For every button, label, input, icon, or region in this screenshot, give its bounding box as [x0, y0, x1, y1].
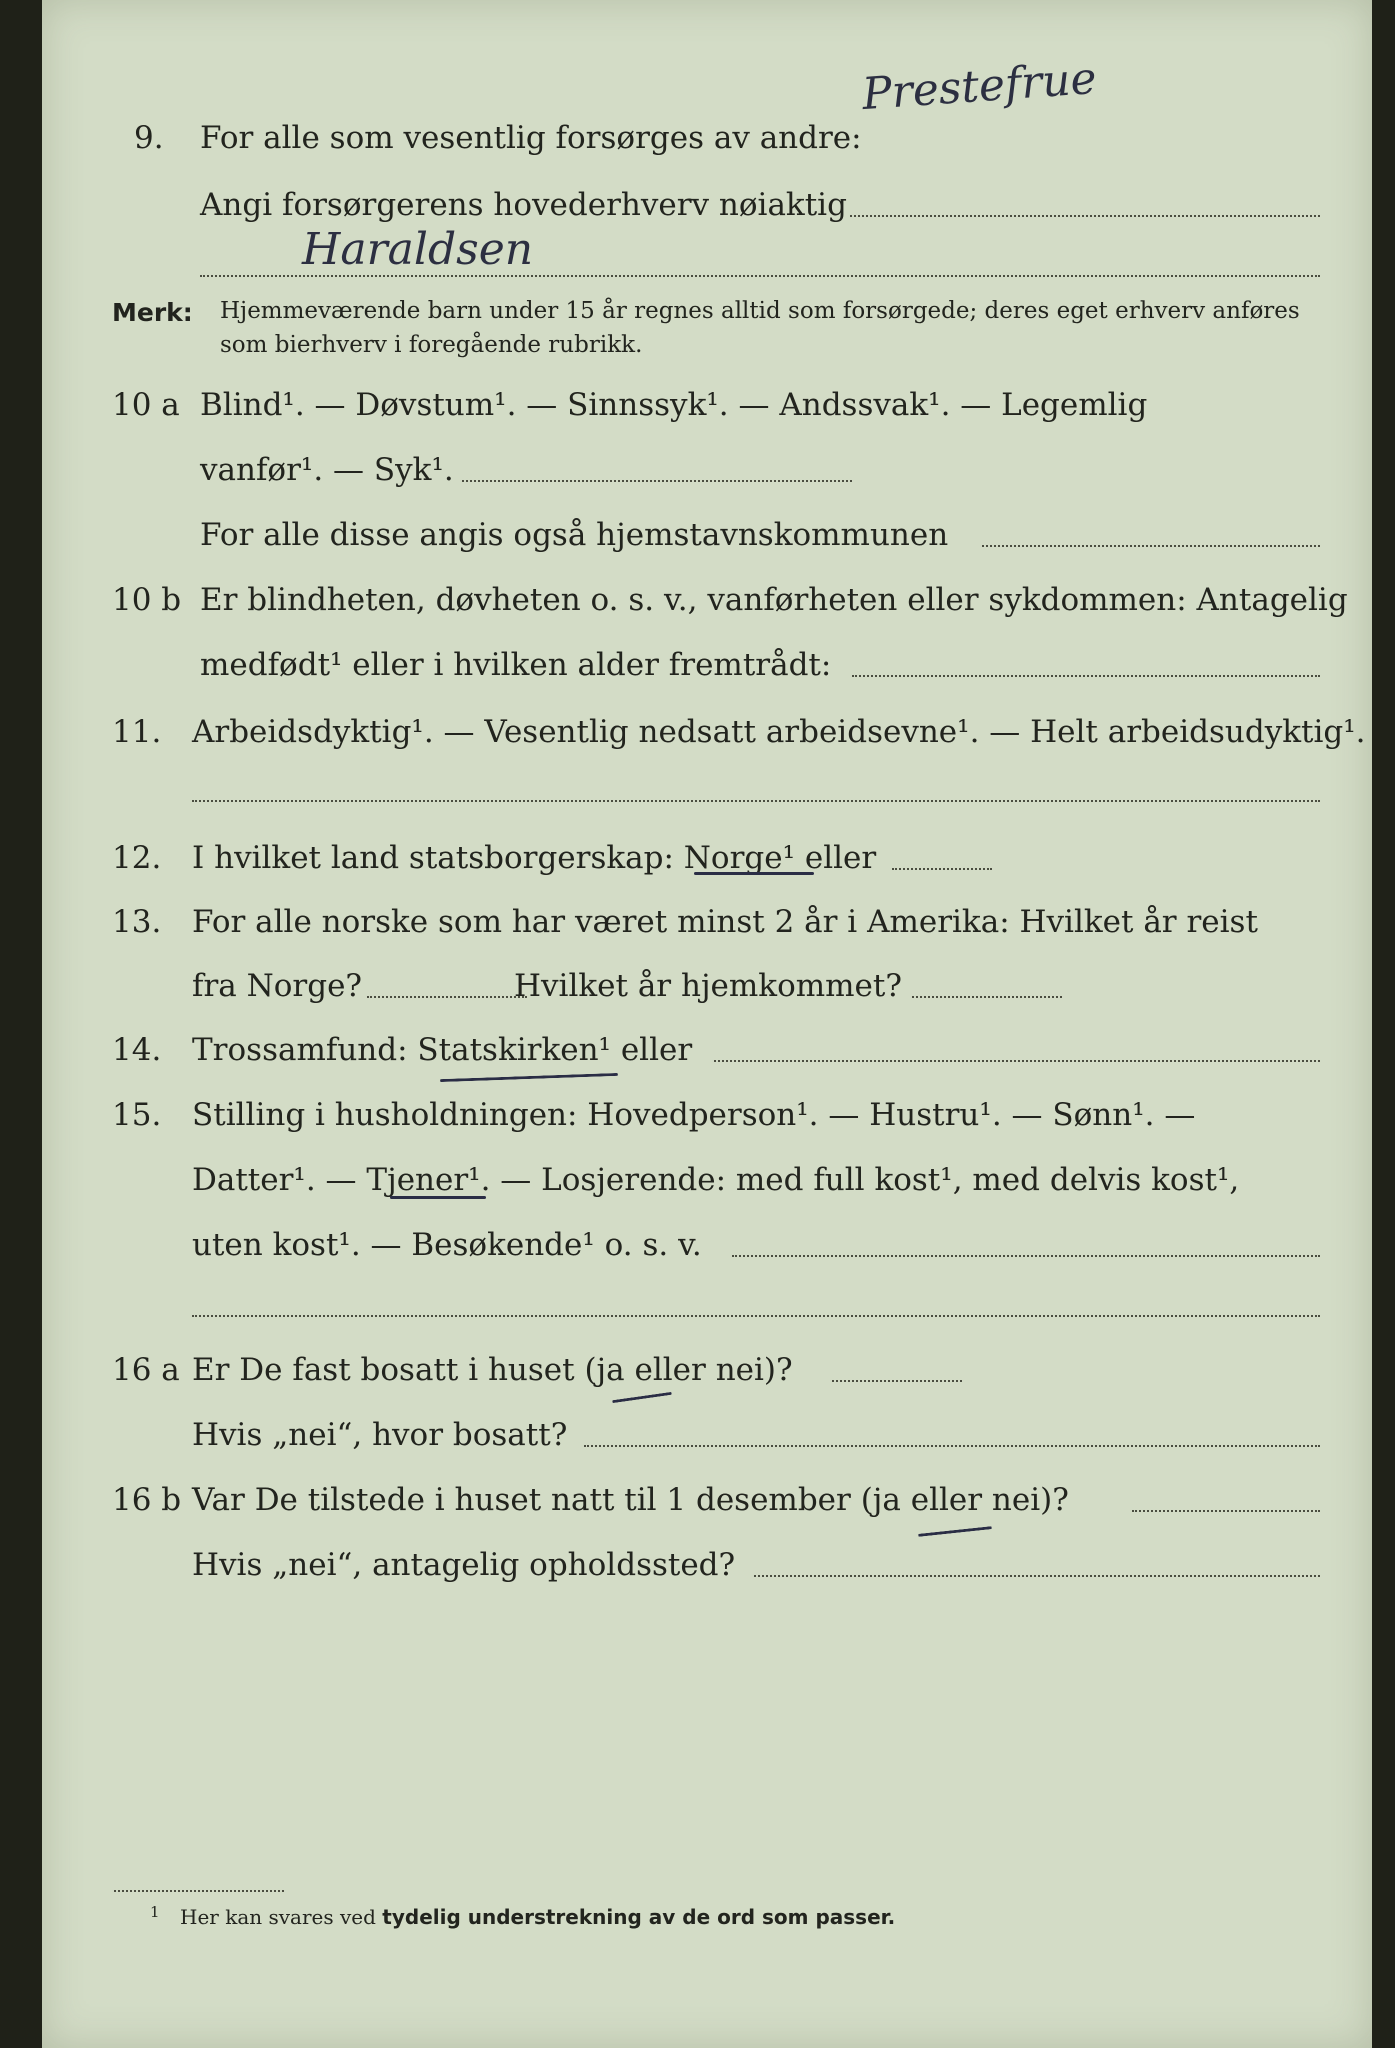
q9-answer-line-1: [850, 215, 1320, 217]
q11-number: 11.: [112, 714, 162, 750]
q15-tjener-underline: [390, 1196, 486, 1199]
q14-statskirken-underline: [440, 1073, 618, 1082]
q16b-ja-underline: [918, 1526, 992, 1537]
q13-line1: For alle norske som har været minst 2 år i Amerika: Hvilket år reist: [192, 904, 1258, 940]
q10b-line1: Er blindheten, døvheten o. s. v., vanførheten eller sykdommen: Antagelig: [200, 582, 1348, 618]
merk-label: Merk:: [112, 298, 193, 327]
q11-answer-line: [192, 800, 1320, 802]
q9-handwriting-1: Prestefrue: [860, 52, 1099, 121]
q15-answer-line-2: [192, 1315, 1320, 1317]
q15-answer-line-1: [732, 1255, 1320, 1257]
merk-text: Hjemmeværende barn under 15 år regnes alltid som forsørgede; deres eget erhverv anføres som bierhverv i foregående rubrikk.: [220, 298, 1300, 358]
footnote-text-bold: tydelig understrekning av de ord som passer.: [382, 1905, 896, 1929]
q9-line1: For alle som vesentlig forsørges av andre:: [200, 120, 862, 156]
q16b-answer-line-1: [1132, 1510, 1320, 1512]
footnote-mark: 1: [150, 1903, 160, 1921]
footnote-text: [180, 1905, 895, 1929]
footnote-text-plain: Her kan svares ved: [180, 1905, 376, 1929]
census-form-page: [42, 0, 1372, 2048]
q16b-line1: Var De tilstede i huset natt til 1 desember (ja eller nei)?: [192, 1482, 1069, 1518]
q15-line2: Datter¹. — Tjener¹. — Losjerende: med full kost¹, med delvis kost¹,: [192, 1162, 1240, 1198]
q14-line1: Trossamfund: Statskirken¹ eller: [192, 1032, 693, 1068]
q9-number: 9.: [134, 120, 164, 156]
q16a-ja-underline: [612, 1392, 672, 1403]
q15-line1: Stilling i husholdningen: Hovedperson¹. — Hustru¹. — Sønn¹. —: [192, 1097, 1196, 1133]
q9-line2: Angi forsørgerens hovederhverv nøiaktig: [200, 187, 847, 223]
q10b-number: 10 b: [112, 582, 182, 618]
q10a-line1: Blind¹. — Døvstum¹. — Sinnssyk¹. — Andssvak¹. — Legemlig: [200, 387, 1148, 423]
q10a-answer-line-1: [462, 480, 852, 482]
q10a-line3: For alle disse angis også hjemstavnskommunen: [200, 517, 949, 553]
q13-line2a: fra Norge?: [192, 968, 363, 1004]
q15-line3: uten kost¹. — Besøkende¹ o. s. v.: [192, 1227, 702, 1263]
q10b-answer-line: [852, 675, 1320, 677]
q10a-answer-line-2: [982, 545, 1320, 547]
q10a-line2: vanfør¹. — Syk¹.: [200, 452, 454, 488]
q10b-line2: medfødt¹ eller i hvilken alder fremtrådt:: [200, 647, 832, 683]
q11-line1: Arbeidsdyktig¹. — Vesentlig nedsatt arbeidsevne¹. — Helt arbeidsudyktig¹.: [192, 714, 1366, 750]
q16b-line2: Hvis „nei“, antagelig opholdssted?: [192, 1547, 736, 1583]
q12-line1: I hvilket land statsborgerskap: Norge¹ eller: [192, 840, 877, 876]
q16a-line2: Hvis „nei“, hvor bosatt?: [192, 1417, 568, 1453]
q12-answer-line: [892, 868, 992, 870]
q13-answer-line-2: [912, 996, 1062, 998]
q13-number: 13.: [112, 904, 162, 940]
q13-answer-line-1: [367, 996, 527, 998]
q12-number: 12.: [112, 840, 162, 876]
q14-answer-line: [714, 1060, 1320, 1062]
q16a-answer-line-2: [584, 1445, 1320, 1447]
q15-number: 15.: [112, 1097, 162, 1133]
q12-norge-underline: [694, 872, 814, 875]
q16b-answer-line-2: [754, 1575, 1320, 1577]
q10a-number: 10 a: [112, 387, 180, 423]
q16a-line1: Er De fast bosatt i huset (ja eller nei)?: [192, 1352, 793, 1388]
q16b-number: 16 b: [112, 1482, 182, 1518]
q9-answer-line-2: [200, 275, 1320, 277]
footnote-separator: [114, 1890, 284, 1892]
q16a-answer-line-1: [832, 1380, 962, 1382]
q13-line2b: Hvilket år hjemkommet?: [514, 968, 902, 1004]
q9-handwriting-2: Haraldsen: [302, 224, 534, 275]
q16a-number: 16 a: [112, 1352, 180, 1388]
q14-number: 14.: [112, 1032, 162, 1068]
